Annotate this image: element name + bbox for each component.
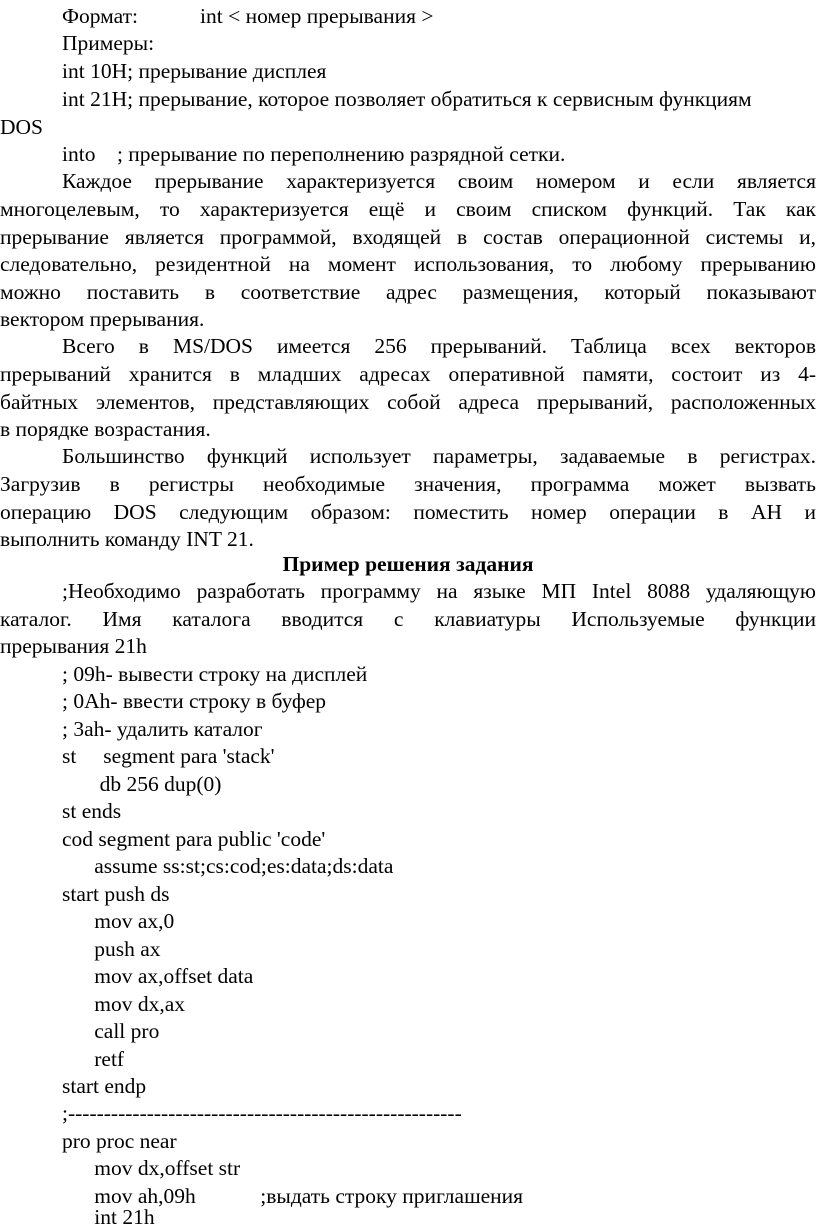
paragraph-line: вектором прерывания.	[0, 307, 205, 331]
code-line: start endp	[62, 1074, 147, 1098]
code-line: int 21h	[62, 1205, 155, 1229]
code-line: assume ss:st;cs:cod;es:data;ds:data	[62, 854, 394, 878]
paragraph-line: прерываний хранится в младших адресах оперативной памяти, состоит из 4-	[0, 362, 816, 386]
code-line: push ax	[62, 937, 161, 961]
code-line: cod segment para public 'code'	[62, 827, 326, 851]
code-line: start push ds	[62, 882, 170, 906]
task-line: ;Необходимо разработать программу на языке МП Intel 8088 удаляющую	[62, 579, 816, 603]
paragraph-line: выполнить команду INT 21.	[0, 527, 254, 551]
code-line: mov ax,offset data	[62, 964, 254, 988]
paragraph-line: следовательно, резидентной на момент использования, то любому прерыванию	[0, 252, 816, 276]
paragraph-line: Загрузив в регистры необходимые значения, программа может вызвать	[0, 472, 816, 496]
code-line: st segment para 'stack'	[62, 744, 275, 768]
paragraph-line: операцию DOS следующим образом: поместить номер операции в АН и	[0, 500, 816, 524]
paragraph-line: прерывание является программой, входящей в состав операционной системы и,	[0, 225, 816, 249]
code-line: mov dx,offset str	[62, 1156, 241, 1180]
code-line: retf	[62, 1047, 125, 1071]
paragraph-line: в порядке возрастания.	[0, 417, 211, 441]
code-line: ; 3ah- удалить каталог	[62, 717, 263, 741]
code-line: mov dx,ax	[62, 992, 186, 1016]
code-line: ; 0Ah- ввести строку в буфер	[62, 689, 327, 713]
code-line: st ends	[62, 799, 122, 823]
example-line: int 21H; прерывание, которое позволяет обратиться к сервисным функциям	[62, 87, 752, 111]
format-label: Формат:	[62, 4, 138, 28]
code-line: pro proc near	[62, 1129, 177, 1153]
example-line: int 10H; прерывание дисплея	[62, 59, 327, 83]
paragraph-line: многоцелевым, то характеризуется ещё и своим списком функций. Так как	[0, 197, 816, 221]
paragraph-line: байтных элементов, представляющих собой адреса прерываний, расположенных	[0, 390, 816, 414]
code-line: db 256 dup(0)	[62, 772, 222, 796]
paragraph-line: Большинство функций использует параметры, задаваемые в регистрах.	[62, 444, 816, 468]
example-line: into ; прерывание по переполнению разрядной сетки.	[62, 142, 566, 166]
paragraph-line: можно поставить в соответствие адрес размещения, который показывают	[0, 280, 816, 304]
examples-label: Примеры:	[62, 31, 155, 55]
task-line: прерывания 21h	[0, 634, 147, 658]
example-line: DOS	[0, 115, 44, 139]
code-line: mov ah,09h ;выдать строку приглашения	[62, 1184, 524, 1208]
code-line: call pro	[62, 1019, 160, 1043]
task-line: каталог. Имя каталога вводится с клавиатуры Используемые функции	[0, 607, 816, 631]
code-line: mov ax,0	[62, 909, 175, 933]
code-separator: ;-------------------------------------------------------	[62, 1101, 462, 1125]
paragraph-line: Всего в MS/DOS имеется 256 прерываний. Таблица всех векторов	[62, 334, 816, 358]
code-line: ; 09h- вывести строку на дисплей	[62, 662, 368, 686]
format-value: int < номер прерывания >	[200, 4, 434, 28]
paragraph-line: Каждое прерывание характеризуется своим номером и если является	[62, 169, 816, 193]
section-title: Пример решения задания	[282, 552, 534, 576]
